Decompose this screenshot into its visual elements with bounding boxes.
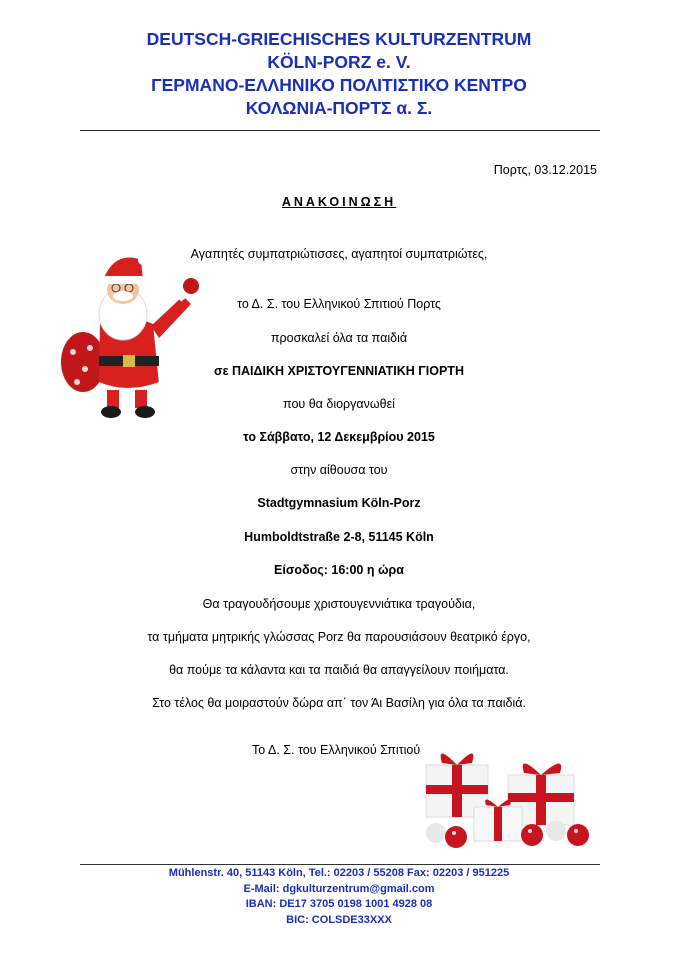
announcement-title: ΑΝΑΚΟΙΝΩΣΗ	[281, 195, 397, 209]
greeting: Αγαπητές συμπατριώτισσες, αγαπητοί συμπατριώτες,	[190, 247, 488, 261]
letter-date: Πορτς, 03.12.2015	[493, 163, 597, 177]
org-name-de: DEUTSCH-GRIECHISCHES KULTURZENTRUM	[146, 29, 532, 49]
footer-divider	[80, 864, 600, 865]
org-location-gr: ΚΟΛΩΝΙΑ-ΠΟΡΤΣ α. Σ.	[245, 98, 433, 118]
christmas-gifts-illustration	[416, 735, 598, 855]
body-line: προσκαλεί όλα τα παιδιά	[270, 331, 408, 345]
footer-email: E-Mail: dgkulturzentrum@gmail.com	[243, 882, 435, 895]
org-name-gr: ΓΕΡΜΑΝΟ-ΕΛΛΗΝΙΚΟ ΠΟΛΙΤΙΣΤΙΚΟ ΚΕΝΤΡΟ	[151, 75, 527, 95]
venue-address: Humboldtstraße 2-8, 51145 Köln	[244, 530, 434, 544]
signature: Το Δ. Σ. του Ελληνικού Σπιτιού	[252, 743, 421, 757]
program-line: Θα τραγουδήσουμε χριστουγεννιάτικα τραγούδια,	[202, 597, 476, 611]
program-line: τα τμήματα μητρικής γλώσσας Porz θα παρουσιάσουν θεατρικό έργο,	[147, 630, 531, 644]
footer-address: Mühlenstr. 40, 51143 Köln, Tel.: 02203 / 55208 Fax: 02203 / 951225	[168, 867, 510, 879]
org-location-de: KÖLN-PORZ e. V.	[267, 52, 411, 72]
footer-iban: IBAN: DE17 3705 0198 1001 4928 08	[245, 898, 433, 910]
letterhead	[0, 28, 678, 120]
santa-claus-illustration	[55, 244, 205, 424]
venue-name: Stadtgymnasium Köln-Porz	[257, 496, 421, 510]
program-line: θα πούμε τα κάλαντα και τα παιδιά θα απαγγείλουν ποιήματα.	[169, 663, 509, 677]
event-date: το Σάββατο, 12 Δεκεμβρίου 2015	[243, 430, 435, 444]
body-line: το Δ. Σ. του Ελληνικού Σπιτιού Πορτς	[237, 297, 441, 311]
body-line: στην αίθουσα του	[290, 463, 388, 477]
program-line: Στο τέλος θα μοιραστούν δώρα απ΄ τον Άι Βασίλη για όλα τα παιδιά.	[152, 696, 526, 710]
footer-bic: BIC: COLSDE33XXX	[286, 913, 392, 926]
entry-time: Είσοδος: 16:00 η ώρα	[274, 563, 404, 577]
body-line: που θα διοργανωθεί	[283, 397, 395, 411]
footer	[0, 866, 678, 928]
event-name: σε ΠΑΙΔΙΚΗ ΧΡΙΣΤΟΥΓΕΝΝΙΑΤΙΚΗ ΓΙΟΡΤΗ	[214, 364, 464, 378]
header-divider	[80, 130, 600, 131]
